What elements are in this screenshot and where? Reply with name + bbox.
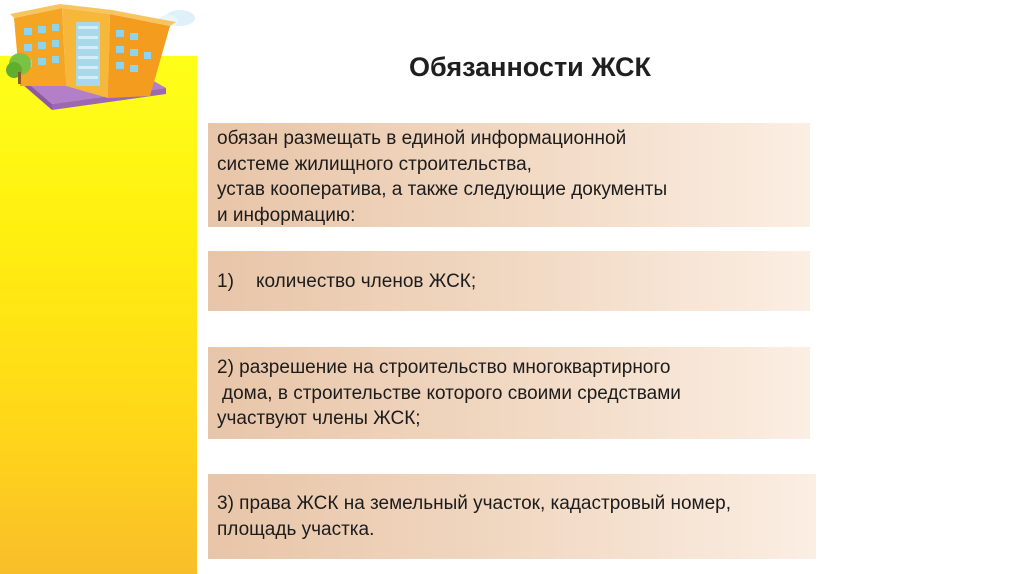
list-item-line: количество членов ЖСК;	[256, 271, 477, 292]
list-item-1	[208, 251, 810, 311]
list-item-line: площадь участка.	[217, 518, 375, 540]
slide-title: Обязанности ЖСК	[409, 52, 651, 82]
intro-line: системе жилищного строительства,	[217, 153, 532, 175]
list-item-line: участвуют члены ЖСК;	[217, 408, 421, 429]
side-decoration-band	[0, 56, 197, 574]
intro-text-box	[208, 123, 810, 227]
intro-line: устав кооператива, а также следующие документы	[217, 179, 668, 200]
intro-line: обязан размещать в единой информационной	[217, 128, 627, 149]
list-item-line: 2) разрешение на строительство многоквартирного	[217, 357, 671, 378]
list-item-number: 1)	[217, 271, 234, 292]
list-item-2	[208, 347, 810, 439]
list-item-line: 3) права ЖСК на земельный участок, кадастровый номер,	[217, 493, 732, 514]
list-item-line: дома, в строительстве которого своими средствами	[222, 382, 681, 404]
list-item-3	[208, 474, 816, 559]
building-illustration	[0, 0, 200, 125]
intro-line: и информацию:	[217, 204, 356, 226]
list-item-text	[217, 269, 810, 295]
